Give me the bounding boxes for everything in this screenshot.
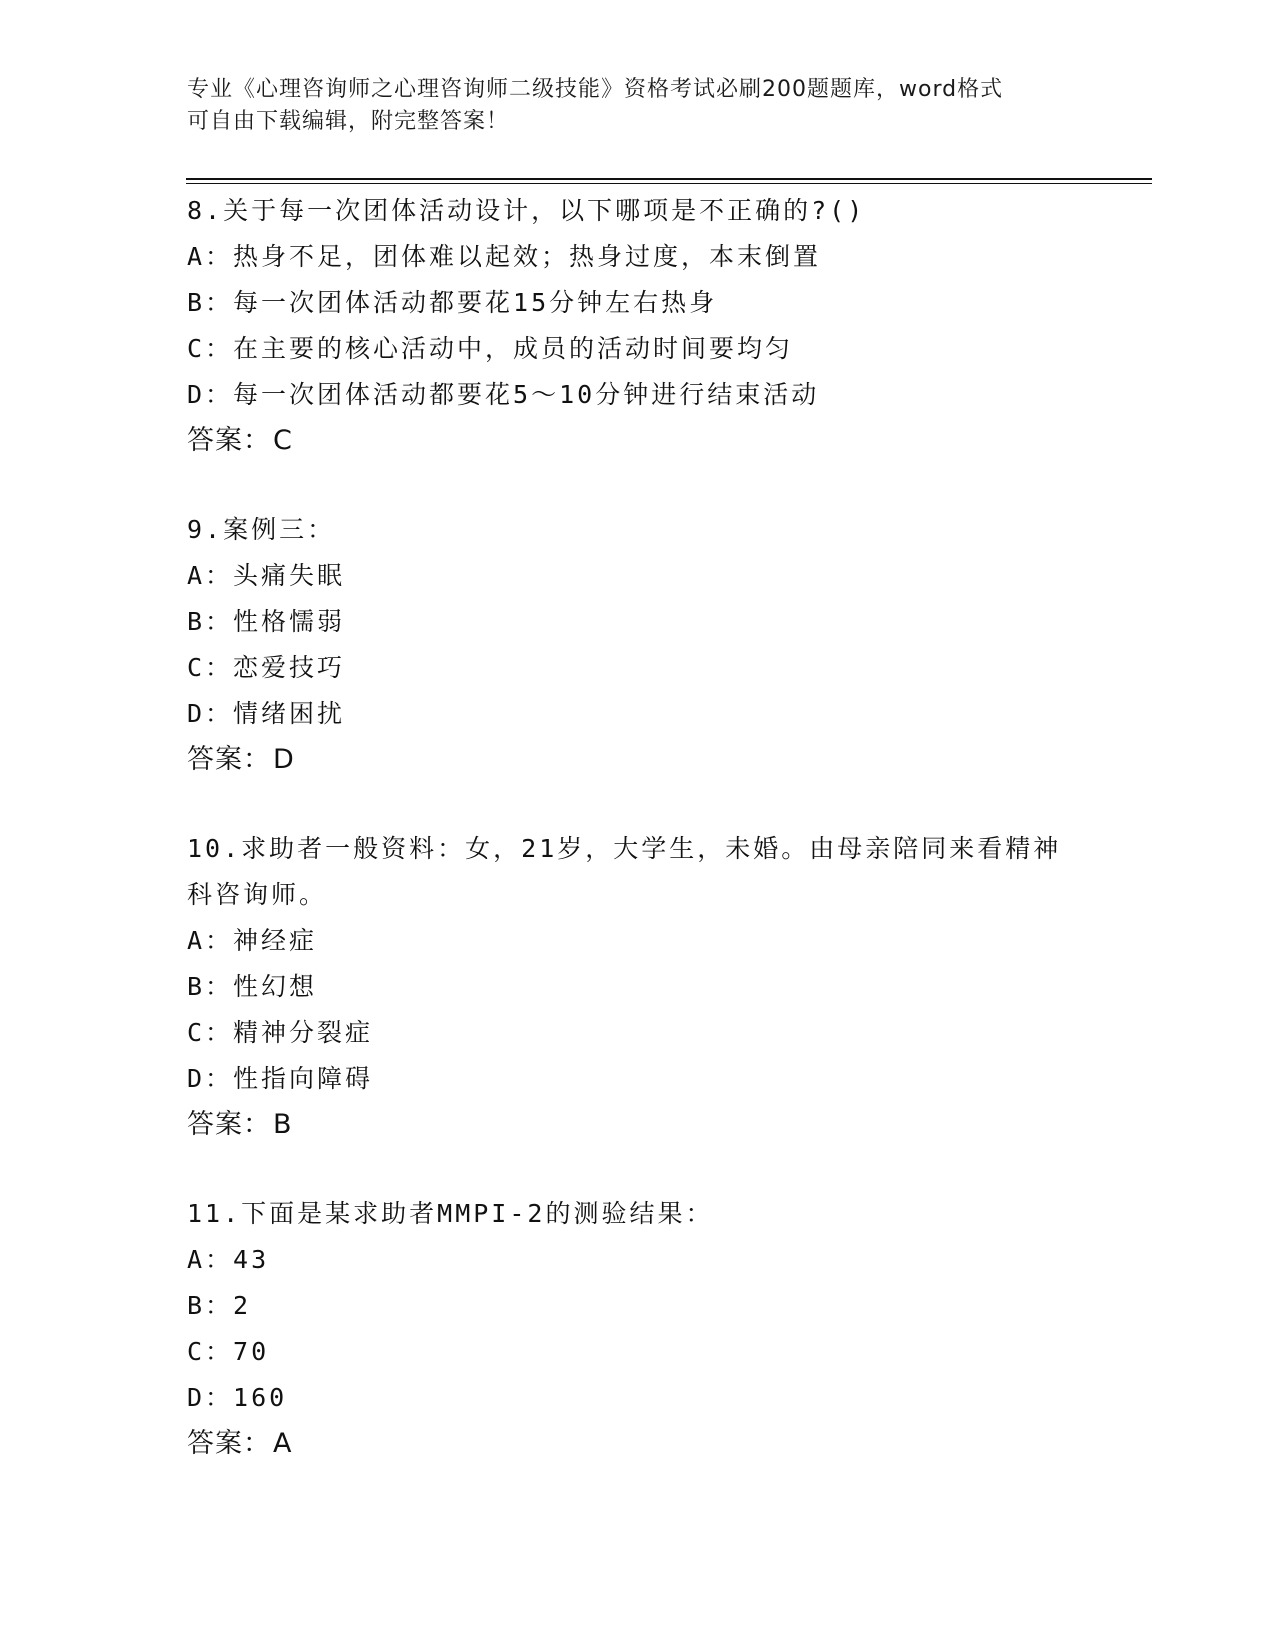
option-a: A：神经症 bbox=[187, 926, 318, 955]
option-a: A：头痛失眠 bbox=[187, 561, 346, 590]
answer-line bbox=[187, 1421, 1087, 1467]
document-header bbox=[187, 74, 1067, 138]
header-line-2: 可自由下载编辑，附完整答案！ bbox=[187, 109, 510, 134]
option-b: B：每一次团体活动都要花15分钟左右热身 bbox=[187, 288, 718, 317]
option-d: D：性指向障碍 bbox=[187, 1064, 374, 1093]
question-11 bbox=[187, 1191, 1087, 1467]
option-d: D：每一次团体活动都要花5～10分钟进行结束活动 bbox=[187, 380, 820, 409]
option-d: D：情绪困扰 bbox=[187, 699, 346, 728]
option-a: A：43 bbox=[187, 1245, 270, 1274]
option-a: A：热身不足，团体难以起效；热身过度，本末倒置 bbox=[187, 242, 822, 271]
answer-label: 答案： bbox=[187, 425, 271, 456]
answer-value: A bbox=[273, 1428, 293, 1459]
answer-label: 答案： bbox=[187, 1109, 271, 1140]
question-stem: 8.关于每一次团体活动设计，以下哪项是不正确的?() bbox=[187, 196, 866, 225]
option-c: C：恋爱技巧 bbox=[187, 653, 346, 682]
option-c: C：70 bbox=[187, 1337, 270, 1366]
question-9 bbox=[187, 507, 1087, 783]
question-stem: 11.下面是某求助者MMPI-2的测验结果： bbox=[187, 1199, 714, 1228]
answer-label: 答案： bbox=[187, 1428, 271, 1459]
option-b: B：性格懦弱 bbox=[187, 607, 346, 636]
question-10 bbox=[187, 826, 1087, 1148]
answer-line bbox=[187, 1102, 1087, 1148]
answer-value: D bbox=[273, 744, 295, 775]
question-stem: 9.案例三： bbox=[187, 515, 336, 544]
header-line-1: 专业《心理咨询师之心理咨询师二级技能》资格考试必刷200题题库，word格式 bbox=[187, 77, 1004, 102]
answer-value: C bbox=[273, 425, 293, 456]
answer-value: B bbox=[273, 1109, 293, 1140]
option-c: C：精神分裂症 bbox=[187, 1018, 374, 1047]
question-8 bbox=[187, 188, 1087, 464]
answer-line bbox=[187, 418, 1087, 464]
header-rule-thin bbox=[186, 183, 1152, 184]
answer-label: 答案： bbox=[187, 744, 271, 775]
option-b: B：性幻想 bbox=[187, 972, 318, 1001]
option-c: C：在主要的核心活动中，成员的活动时间要均匀 bbox=[187, 334, 794, 363]
question-list bbox=[187, 188, 1087, 1510]
question-stem: 10.求助者一般资料：女，21岁，大学生，未婚。由母亲陪同来看精神科咨询师。 bbox=[187, 834, 1062, 909]
answer-line bbox=[187, 737, 1087, 783]
header-rule-thick bbox=[186, 178, 1152, 180]
option-d: D：160 bbox=[187, 1383, 288, 1412]
option-b: B：2 bbox=[187, 1291, 252, 1320]
